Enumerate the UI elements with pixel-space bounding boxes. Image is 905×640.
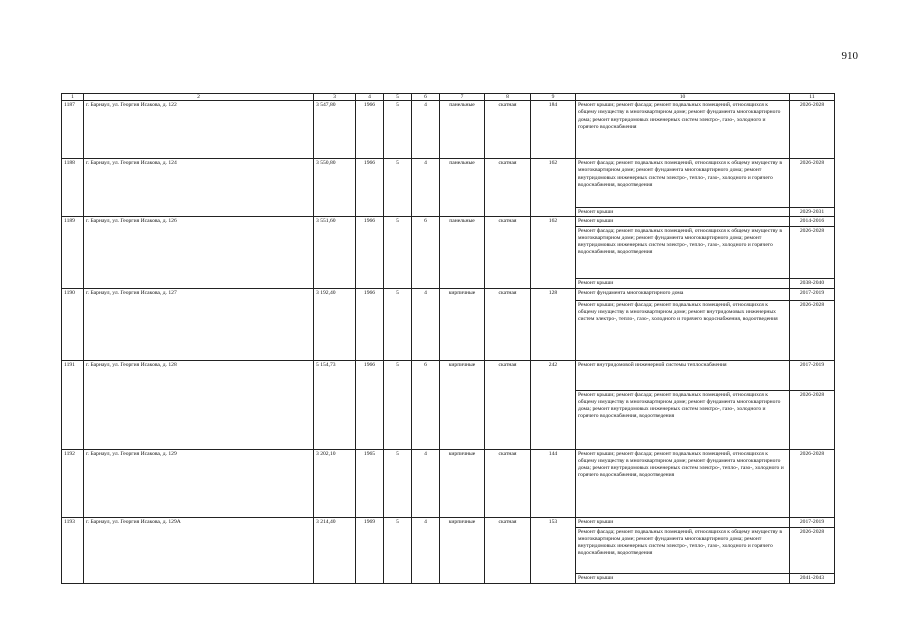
works-cell: Ремонт крыши [576, 208, 790, 217]
works-cell: Ремонт крыши [576, 517, 790, 527]
works-cell: Ремонт крыши [576, 217, 790, 226]
address-cell: г. Барнаул, ул. Георгия Исакова, д. 129 [84, 449, 314, 517]
entrances-cell: 4 [412, 101, 440, 159]
year-cell: 1969 [356, 517, 384, 583]
year-cell: 1965 [356, 449, 384, 517]
page-number: 910 [841, 50, 858, 62]
period-cell: 2038-2040 [790, 278, 835, 288]
entrances-cell: 6 [412, 360, 440, 449]
column-header: 1 [62, 94, 84, 101]
column-header: 4 [356, 94, 384, 101]
address-cell: г. Барнаул, ул. Георгия Исакова, д. 127 [84, 288, 314, 360]
column-header: 7 [440, 94, 485, 101]
address-cell: г. Барнаул, ул. Георгия Исакова, д. 124 [84, 159, 314, 217]
entrances-cell: 6 [412, 217, 440, 288]
table-row [62, 360, 835, 390]
works-cell: Ремонт фасада; ремонт подвальных помещений, относящихся к общему имуществу в многоквартирном доме; ремонт фундамента многоквартирного дома; ремонт внутридомовых инженерных систем электро-, тепло-, газо-, холодного и горячего водоснабжения, водоотведения [576, 159, 790, 208]
works-cell: Ремонт фундамента многоквартирного дома [576, 288, 790, 300]
works-cell: Ремонт крыши; ремонт фасада; ремонт подвальных помещений, относящихся к общему имуществу в многоквартирном доме; ремонт внутридомовых инженерных систем электро-, тепло-, газо-, холодного и горячего водоснабжения, водоотведения [576, 300, 790, 360]
floors-cell: 5 [384, 217, 412, 288]
year-cell: 1966 [356, 288, 384, 360]
works-cell: Ремонт внутридомовой инженерной системы теплоснабжения [576, 360, 790, 390]
residents-cell: 184 [531, 101, 576, 159]
works-cell: Ремонт крыши [576, 573, 790, 583]
row-number: 1188 [62, 159, 84, 217]
column-header: 8 [485, 94, 531, 101]
year-cell: 1966 [356, 360, 384, 449]
residents-cell: 128 [531, 288, 576, 360]
period-cell: 2026-2028 [790, 101, 835, 159]
capital-repair-register-table [61, 93, 835, 584]
address-cell: г. Барнаул, ул. Георгия Исакова, д. 129А [84, 517, 314, 583]
residents-cell: 162 [531, 159, 576, 217]
wall-material-cell: кирпичные [440, 517, 485, 583]
wall-material-cell: панельные [440, 217, 485, 288]
period-cell: 2029-2031 [790, 208, 835, 217]
column-header: 5 [384, 94, 412, 101]
row-number: 1193 [62, 517, 84, 583]
row-number: 1187 [62, 101, 84, 159]
table-row [62, 159, 835, 208]
works-cell: Ремонт фасада; ремонт подвальных помещений, относящихся к общему имуществу в многоквартирном доме; ремонт фундамента многоквартирного дома; ремонт внутридомовых инженерных систем электро-, тепло-, газо-, холодного и горячего водоснабжения, водоотведения [576, 226, 790, 278]
year-cell: 1966 [356, 159, 384, 217]
entrances-cell: 4 [412, 288, 440, 360]
header-row [62, 94, 835, 101]
row-number: 1192 [62, 449, 84, 517]
row-number: 1189 [62, 217, 84, 288]
wall-material-cell: кирпичные [440, 288, 485, 360]
floors-cell: 5 [384, 288, 412, 360]
year-cell: 1966 [356, 217, 384, 288]
area-cell: 3 547,80 [314, 101, 356, 159]
column-header: 9 [531, 94, 576, 101]
period-cell: 2017-2019 [790, 288, 835, 300]
wall-material-cell: панельные [440, 159, 485, 217]
floors-cell: 5 [384, 517, 412, 583]
address-cell: г. Барнаул, ул. Георгия Исакова, д. 122 [84, 101, 314, 159]
wall-material-cell: кирпичные [440, 360, 485, 449]
residents-cell: 162 [531, 217, 576, 288]
area-cell: 3 551,60 [314, 217, 356, 288]
floors-cell: 5 [384, 360, 412, 449]
register-body [62, 101, 835, 584]
period-cell: 2026-2028 [790, 159, 835, 208]
roof-type-cell: скатная [485, 101, 531, 159]
works-cell: Ремонт фасада; ремонт подвальных помещений, относящихся к общему имуществу в многоквартирном доме; ремонт фундамента многоквартирного дома; ремонт внутридомовых инженерных систем электро-, тепло-, газо-, холодного и горячего водоснабжения, водоотведения [576, 527, 790, 573]
works-cell: Ремонт крыши [576, 278, 790, 288]
entrances-cell: 4 [412, 517, 440, 583]
period-cell: 2026-2028 [790, 527, 835, 573]
table-row [62, 217, 835, 226]
row-number: 1190 [62, 288, 84, 360]
period-cell: 2017-2019 [790, 517, 835, 527]
roof-type-cell: скатная [485, 449, 531, 517]
roof-type-cell: скатная [485, 159, 531, 217]
area-cell: 3 192,40 [314, 288, 356, 360]
period-cell: 2017-2019 [790, 360, 835, 390]
period-cell: 2014-2016 [790, 217, 835, 226]
roof-type-cell: скатная [485, 217, 531, 288]
floors-cell: 5 [384, 159, 412, 217]
area-cell: 3 214,40 [314, 517, 356, 583]
roof-type-cell: скатная [485, 288, 531, 360]
roof-type-cell: скатная [485, 517, 531, 583]
area-cell: 3 550,80 [314, 159, 356, 217]
wall-material-cell: кирпичные [440, 449, 485, 517]
table-row [62, 288, 835, 300]
wall-material-cell: панельные [440, 101, 485, 159]
period-cell: 2026-2028 [790, 449, 835, 517]
area-cell: 3 202,10 [314, 449, 356, 517]
works-cell: Ремонт крыши; ремонт фасада; ремонт подвальных помещений, относящихся к общему имуществу в многоквартирном доме; ремонт фундамента многоквартирного дома; ремонт внутридомовых инженерных систем электро-, газо-, холодного и горячего водоснабжения, водоотведения [576, 390, 790, 449]
period-cell: 2026-2028 [790, 226, 835, 278]
column-header: 3 [314, 94, 356, 101]
column-header: 11 [790, 94, 835, 101]
column-header: 2 [84, 94, 314, 101]
column-header: 10 [576, 94, 790, 101]
period-cell: 2026-2028 [790, 390, 835, 449]
residents-cell: 242 [531, 360, 576, 449]
works-cell: Ремонт крыши; ремонт фасада; ремонт подвальных помещений, относящихся к общему имуществу в многоквартирном доме; ремонт фундамента многоквартирного дома; ремонт внутридомовых инженерных систем электро-, газо-, холодного и горячего водоснабжения [576, 101, 790, 159]
table-row [62, 101, 835, 159]
roof-type-cell: скатная [485, 360, 531, 449]
period-cell: 2041-2043 [790, 573, 835, 583]
entrances-cell: 4 [412, 159, 440, 217]
table-row [62, 517, 835, 527]
entrances-cell: 4 [412, 449, 440, 517]
residents-cell: 153 [531, 517, 576, 583]
residents-cell: 144 [531, 449, 576, 517]
period-cell: 2026-2028 [790, 300, 835, 360]
area-cell: 5 154,73 [314, 360, 356, 449]
floors-cell: 5 [384, 101, 412, 159]
works-cell: Ремонт крыши; ремонт фасада; ремонт подвальных помещений, относящихся к общему имуществу в многоквартирном доме; ремонт фундамента многоквартирного дома; ремонт внутридомовых инженерных систем электро-, тепло-, газо-, холодного и горячего водоснабжения, водоотведения [576, 449, 790, 517]
year-cell: 1966 [356, 101, 384, 159]
address-cell: г. Барнаул, ул. Георгия Исакова, д. 126 [84, 217, 314, 288]
table-row [62, 449, 835, 517]
floors-cell: 5 [384, 449, 412, 517]
row-number: 1191 [62, 360, 84, 449]
address-cell: г. Барнаул, ул. Георгия Исакова, д. 128 [84, 360, 314, 449]
column-header: 6 [412, 94, 440, 101]
